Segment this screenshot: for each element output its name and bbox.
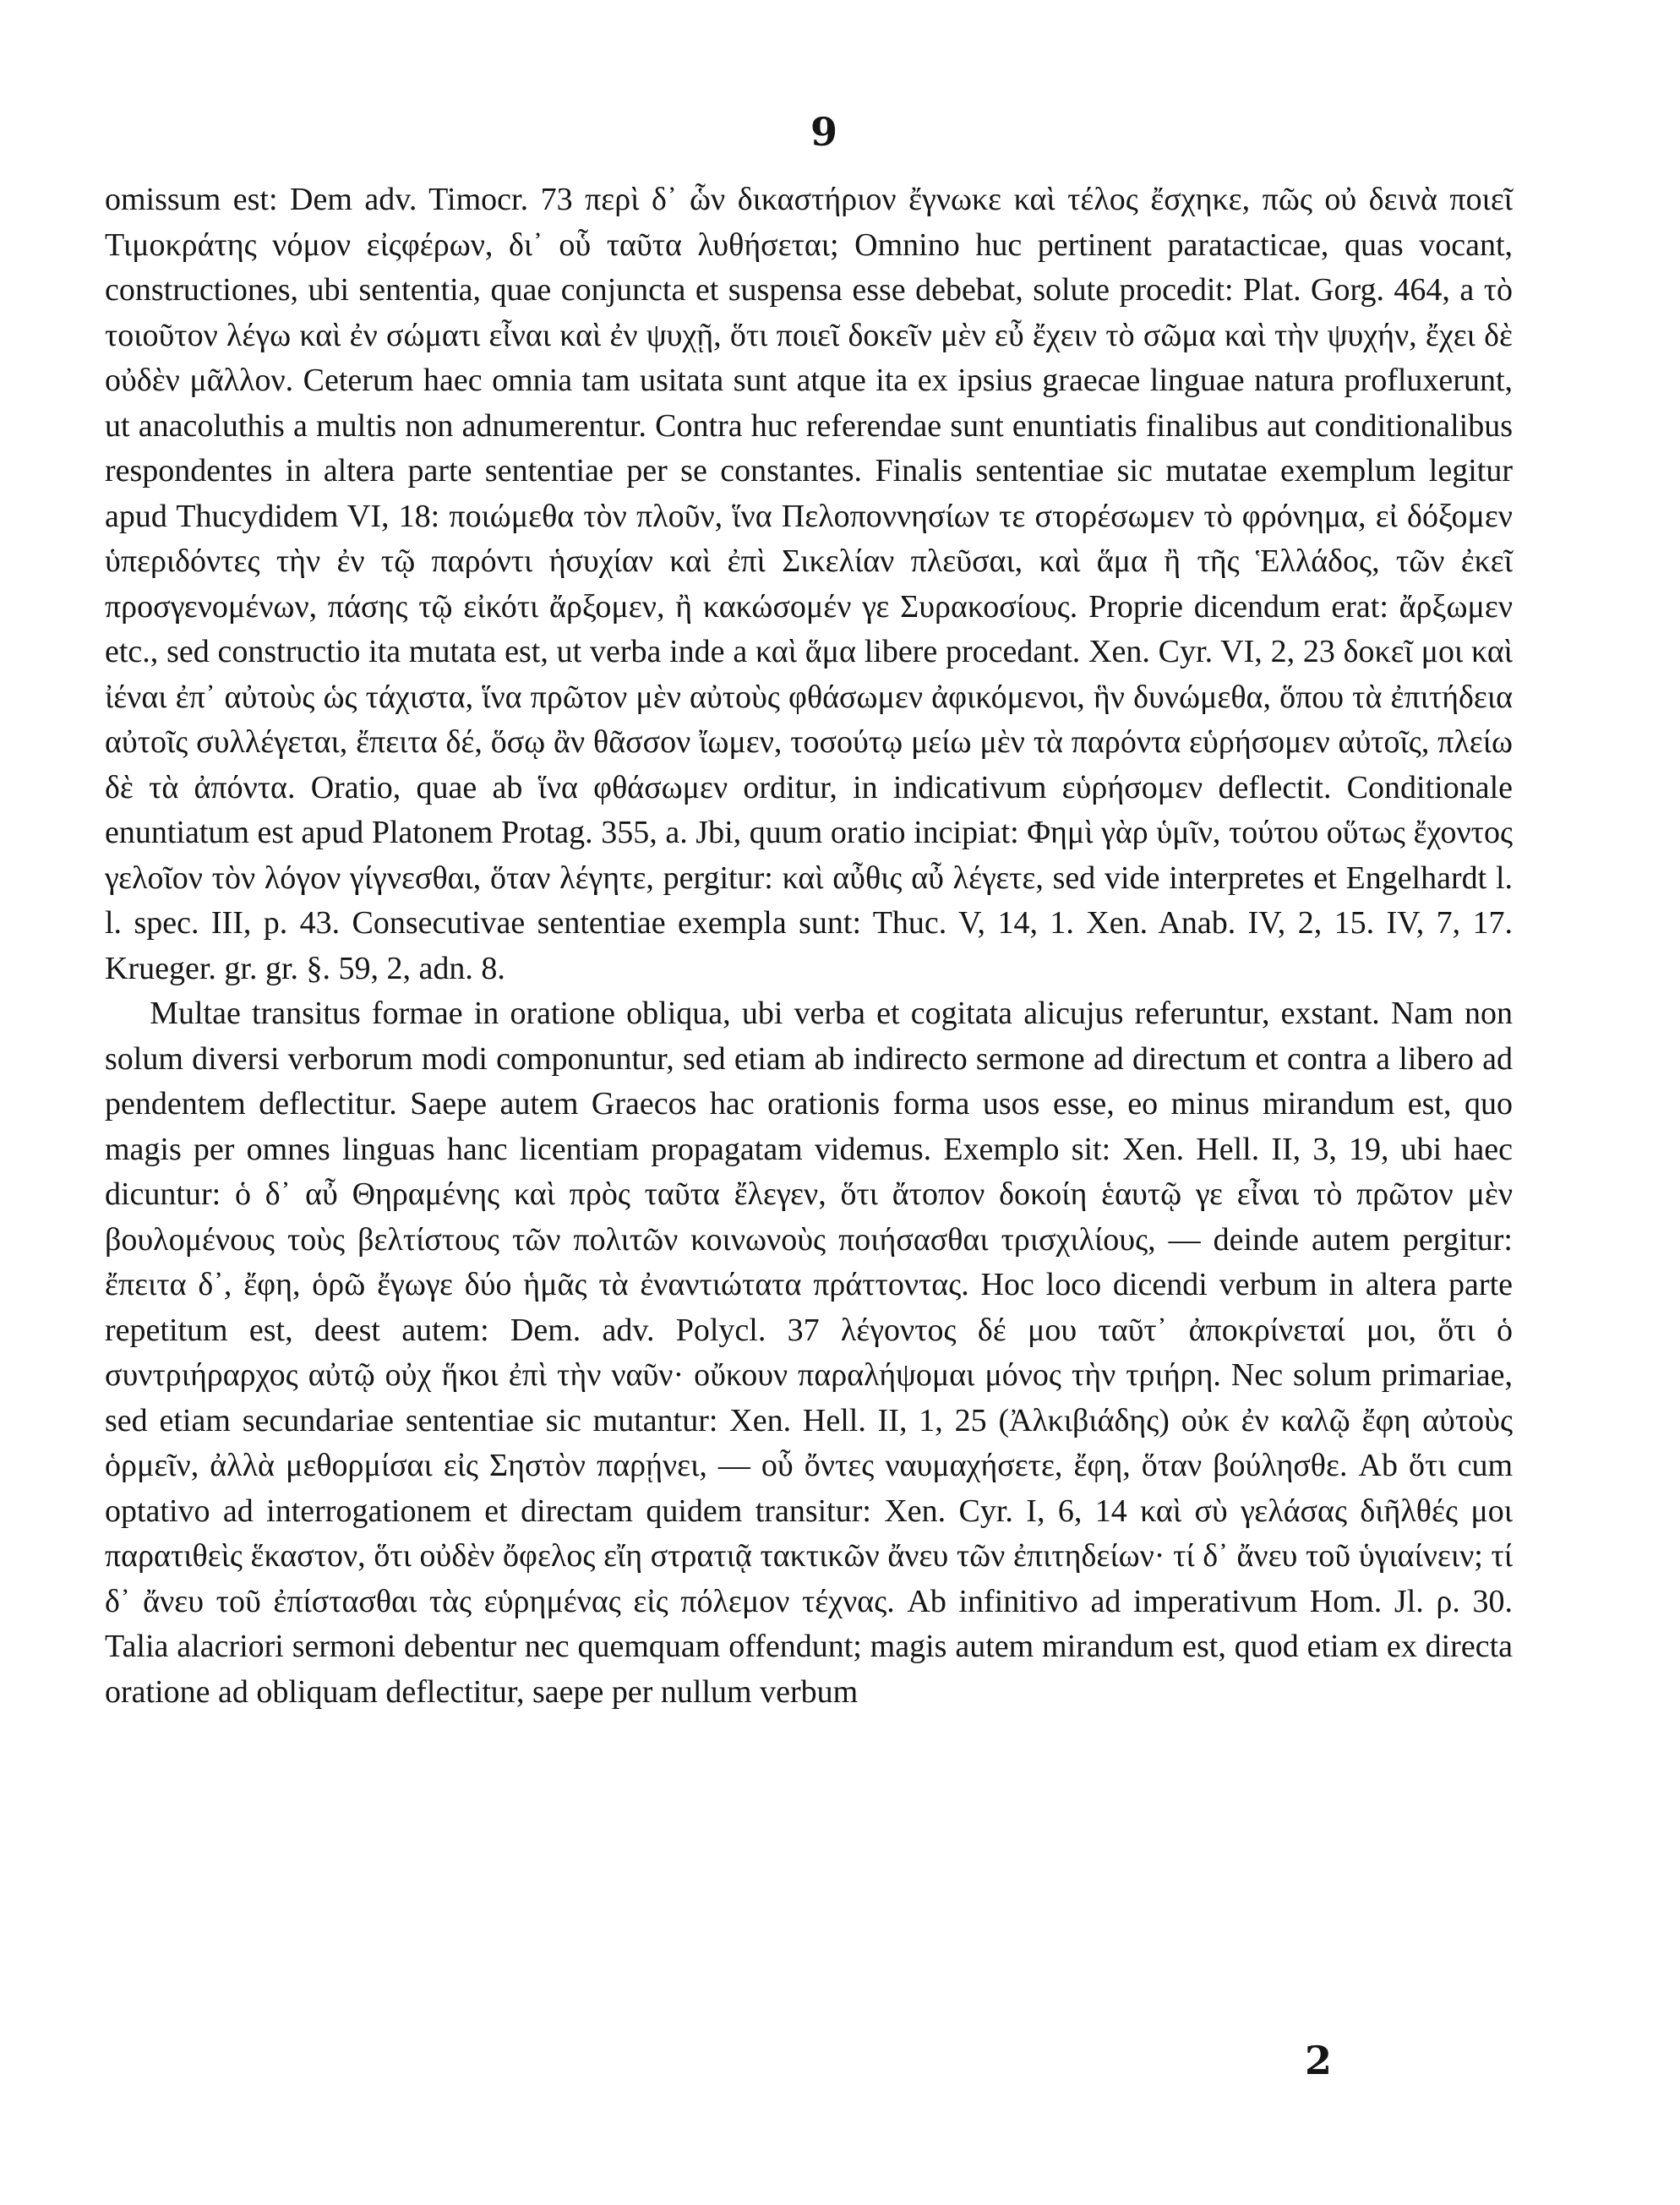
- paragraph-2: Multae transitus formae in oratione obliqua, ubi verba et cogitata alicujus referuntur, exstant. Nam non solum diversi verborum modi componuntur, sed etiam ab indirecto sermone ad directum et contra a libero ad pendentem deflectitur. Saepe autem Graecos hac orationis forma usos esse, eo minus mirandum est, quo magis per omnes linguas hanc licentiam propagatam videmus. Exemplo sit: Xen. Hell. II, 3, 19, ubi haec dicuntur: ὁ δ᾽ αὖ Θηραμένης καὶ πρὸς ταῦτα ἔλεγεν, ὅτι ἄτοπον δοκοίη ἑαυτῷ γε εἶναι τὸ πρῶτον μὲν βουλομένους τοὺς βελτίστους τῶν πολιτῶν κοινωνοὺς ποιήσασθαι τρισχιλίους, — deinde autem pergitur: ἔπειτα δ᾽, ἔφη, ὁρῶ ἔγωγε δύο ἡμᾶς τὰ ἐναντιώτατα πράττοντας. Hoc loco dicendi verbum in altera parte repetitum est, deest autem: Dem. adv. Polycl. 37 λέγοντος δέ μου ταῦτ᾽ ἀποκρίνεταί μοι, ὅτι ὁ συντριήραρχος αὐτῷ οὐχ ἥκοι ἐπὶ τὴν ναῦν· οὔκουν παραλήψομαι μόνος τὴν τριήρη. Nec solum primariae, sed etiam secundariae sententiae sic mutantur: Xen. Hell. II, 1, 25 (Ἀλκιβιάδης) οὐκ ἐν καλῷ ἔφη αὐτοὺς ὁρμεῖν, ἀλλὰ μεθορμίσαι εἰς Σηστὸν παρῄνει, — οὗ ὄντες ναυμαχήσετε, ἔφη, ὅταν βούλησθε. Ab ὅτι cum optativo ad interrogationem et directam quidem transitur: Xen. Cyr. I, 6, 14 καὶ σὺ γελάσας διῆλθές μοι παρατιθεὶς ἕκαστον, ὅτι οὐδὲν ὄφελος εἴη στρατιᾷ τακτικῶν ἄνευ τῶν ἐπιτηδείων· τί δ᾽ ἄνευ τοῦ ὑγιαίνειν; τί δ᾽ ἄνευ τοῦ ἐπίστασθαι τὰς εὑρημένας εἰς πόλεμον τέχνας. Ab infinitivo ad imperativum Hom. Jl. ρ. 30. Talia alacriori sermoni debentur nec quemquam offendunt; magis autem mirandum est, quod etiam ex directa oratione ad obliquam deflectitur, saepe per nullum verbum: [105, 996, 1513, 1710]
- paragraph-1: omissum est: Dem adv. Timocr. 73 περὶ δ᾽ ὧν δικαστήριον ἔγνωκε καὶ τέλος ἔσχηκε, πῶς οὐ δεινὰ ποιεῖ Τιμοκράτης νόμον εἰςφέρων, δι᾽ οὗ ταῦτα λυθήσεται; Omnino huc pertinent paratacticae, quas vocant, constructiones, ubi sententia, quae conjuncta et suspensa esse debebat, solute procedit: Plat. Gorg. 464, a τὸ τοιοῦτον λέγω καὶ ἐν σώματι εἶναι καὶ ἐν ψυχῇ, ὅτι ποιεῖ δοκεῖν μὲν εὖ ἔχειν τὸ σῶμα καὶ τὴν ψυχήν, ἔχει δὲ οὐδὲν μᾶλλον. Ceterum haec omnia tam usitata sunt atque ita ex ipsius graecae linguae natura profluxerunt, ut anacoluthis a multis non adnumerentur. Contra huc referendae sunt enuntiatis finalibus aut conditionalibus respondentes in altera parte sententiae per se constantes. Finalis sententiae sic mutatae exemplum legitur apud Thucydidem VI, 18: ποιώμεθα τὸν πλοῦν, ἵνα Πελοποννησίων τε στορέσωμεν τὸ φρόνημα, εἰ δόξομεν ὑπεριδόντες τὴν ἐν τῷ παρόντι ἡσυχίαν καὶ ἐπὶ Σικελίαν πλεῦσαι, καὶ ἅμα ἢ τῆς Ἑλλάδος, τῶν ἐκεῖ προσγενομένων, πάσης τῷ εἰκότι ἄρξομεν, ἢ κακώσομέν γε Συρακοσίους. Proprie dicendum erat: ἄρξωμεν etc., sed constructio ita mutata est, ut verba inde a καὶ ἅμα libere procedant. Xen. Cyr. VI, 2, 23 δοκεῖ μοι καὶ ἰέναι ἐπ᾽ αὐτοὺς ὡς τάχιστα, ἵνα πρῶτον μὲν αὐτοὺς φθάσωμεν ἀφικόμενοι, ἣν δυνώμεθα, ὅπου τὰ ἐπιτήδεια αὐτοῖς συλλέγεται, ἔπειτα δέ, ὅσῳ ἂν θᾶσσον ἴωμεν, τοσούτῳ μείω μὲν τὰ παρόντα εὑρήσομεν αὐτοῖς, πλείω δὲ τὰ ἀπόντα. Oratio, quae ab ἵνα φθάσωμεν orditur, in indicativum εὑρήσομεν deflectit. Conditionale enuntiatum est apud Platonem Protag. 355, a. Jbi, quum oratio incipiat: Φημὶ γὰρ ὑμῖν, τούτου οὕτως ἔχοντος γελοῖον τὸν λόγον γίγνεσθαι, ὅταν λέγητε, pergitur: καὶ αὖθις αὖ λέγετε, sed vide interpretes et Engelhardt l. l. spec. III, p. 43. Consecutivae sententiae exempla sunt: Thuc. V, 14, 1. Xen. Anab. IV, 2, 15. IV, 7, 17. Krueger. gr. gr. §. 59, 2, adn. 8.: [105, 182, 1513, 986]
- page-number: 9: [810, 109, 837, 155]
- signature-mark: 2: [1304, 2038, 1332, 2083]
- body-text: [105, 177, 1513, 1715]
